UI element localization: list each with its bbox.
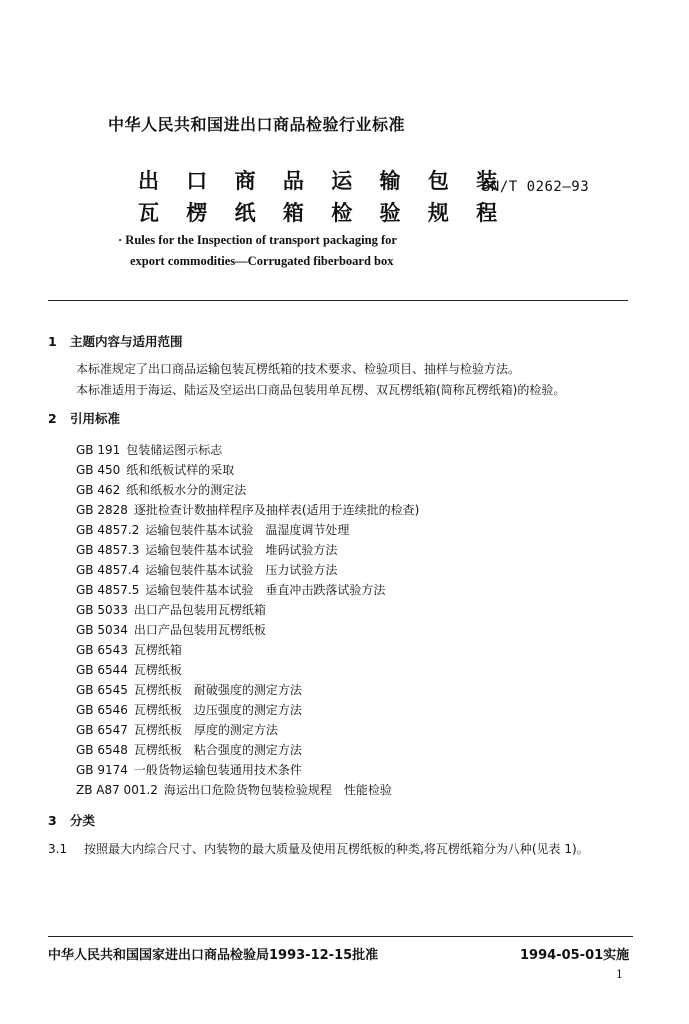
- title-en-line-1: · Rules for the Inspection of transport packaging for: [118, 233, 397, 247]
- title-cn-line-1: 出 口 商 品 运 输 包 装: [138, 169, 508, 193]
- reference-title: 瓦楞纸板: [133, 663, 182, 677]
- reference-title: 包装储运图示标志: [126, 443, 223, 457]
- industry-standard-title: 中华人民共和国进出口商品检验行业标准: [108, 115, 406, 134]
- reference-code: GB 6544: [76, 663, 128, 677]
- approval-note: 中华人民共和国国家进出口商品检验局1993-12-15批准: [48, 948, 379, 963]
- section-2-title: 引用标准: [70, 411, 121, 426]
- section-3-number: 3: [48, 813, 57, 828]
- reference-code: GB 6546: [76, 703, 128, 717]
- reference-item: [76, 461, 234, 478]
- reference-code: GB 5034: [76, 623, 128, 637]
- reference-code: GB 191: [76, 443, 121, 457]
- reference-item: [76, 481, 246, 498]
- reference-title: 瓦楞纸板 粘合强度的测定方法: [133, 743, 302, 757]
- reference-item: [76, 441, 222, 458]
- reference-code: GB 4857.4: [76, 563, 140, 577]
- section-1-title: 主题内容与适用范围: [70, 334, 183, 349]
- reference-title: 瓦楞纸板 耐破强度的测定方法: [133, 683, 302, 697]
- title-en-line-2: export commodities—Corrugated fiberboard box: [130, 254, 394, 268]
- reference-item: [76, 541, 337, 558]
- reference-item: [76, 521, 349, 538]
- reference-item: [76, 581, 385, 598]
- reference-title: 运输包装件基本试验 压力试验方法: [145, 563, 338, 577]
- clause-number: 3.1: [48, 842, 68, 856]
- implementation-date: 1994-05-01实施: [520, 948, 630, 963]
- footer-divider: [48, 936, 633, 937]
- reference-code: GB 462: [76, 483, 121, 497]
- reference-code: GB 6543: [76, 643, 128, 657]
- reference-item: [76, 781, 392, 798]
- page-number: 1: [616, 968, 623, 981]
- section-3-1-clause: [48, 840, 589, 857]
- reference-title: 瓦楞纸板 边压强度的测定方法: [133, 703, 302, 717]
- reference-item: [76, 681, 302, 698]
- reference-item: [76, 641, 182, 658]
- reference-title: 逐批检查计数抽样程序及抽样表(适用于连续批的检查): [133, 503, 420, 517]
- reference-code: GB 4857.2: [76, 523, 140, 537]
- reference-title: 海运出口危险货物包装检验规程 性能检验: [163, 783, 392, 797]
- section-3-title: 分类: [70, 813, 96, 828]
- reference-title: 瓦楞纸箱: [133, 643, 182, 657]
- reference-item: [76, 741, 302, 758]
- reference-title: 运输包装件基本试验 垂直冲击跌落试验方法: [145, 583, 386, 597]
- reference-item: [76, 761, 302, 778]
- reference-title: 运输包装件基本试验 温湿度调节处理: [145, 523, 350, 537]
- reference-item: [76, 561, 337, 578]
- reference-item: [76, 661, 182, 678]
- reference-code: GB 6547: [76, 723, 128, 737]
- reference-title: 纸和纸板试样的采取: [126, 463, 235, 477]
- reference-title: 一般货物运输包装通用技术条件: [133, 763, 302, 777]
- standard-number: SN/T 0262—93: [482, 179, 590, 195]
- reference-code: GB 5033: [76, 603, 128, 617]
- reference-item: [76, 501, 419, 518]
- reference-item: [76, 721, 278, 738]
- title-cn-line-2: 瓦 楞 纸 箱 检 验 规 程: [138, 201, 508, 225]
- reference-code: GB 2828: [76, 503, 128, 517]
- reference-code: GB 4857.3: [76, 543, 140, 557]
- section-1-paragraph-2: 本标准适用于海运、陆运及空运出口商品包装用单瓦楞、双瓦楞纸箱(简称瓦楞纸箱)的检验。: [76, 383, 566, 397]
- reference-code: ZB A87 001.2: [76, 783, 158, 797]
- section-1-paragraph-1: 本标准规定了出口商品运输包装瓦楞纸箱的技术要求、检验项目、抽样与检验方法。: [76, 362, 521, 376]
- clause-text: 按照最大内综合尺寸、内装物的最大质量及使用瓦楞纸板的种类,将瓦楞纸箱分为八种(见表 1)。: [84, 842, 589, 856]
- section-2-number: 2: [48, 411, 57, 426]
- reference-title: 出口产品包装用瓦楞纸箱: [133, 603, 266, 617]
- reference-title: 纸和纸板水分的测定法: [126, 483, 247, 497]
- reference-code: GB 6545: [76, 683, 128, 697]
- section-1-number: 1: [48, 334, 57, 349]
- reference-item: [76, 621, 266, 638]
- reference-code: GB 4857.5: [76, 583, 140, 597]
- section-3-heading: [48, 811, 95, 829]
- reference-title: 出口产品包装用瓦楞纸板: [133, 623, 266, 637]
- reference-title: 运输包装件基本试验 堆码试验方法: [145, 543, 338, 557]
- reference-code: GB 9174: [76, 763, 128, 777]
- section-1-heading: [48, 332, 183, 350]
- reference-code: GB 450: [76, 463, 121, 477]
- reference-item: [76, 701, 302, 718]
- reference-code: GB 6548: [76, 743, 128, 757]
- reference-title: 瓦楞纸板 厚度的测定方法: [133, 723, 278, 737]
- reference-item: [76, 601, 266, 618]
- header-divider: [48, 300, 628, 301]
- section-2-heading: [48, 409, 120, 427]
